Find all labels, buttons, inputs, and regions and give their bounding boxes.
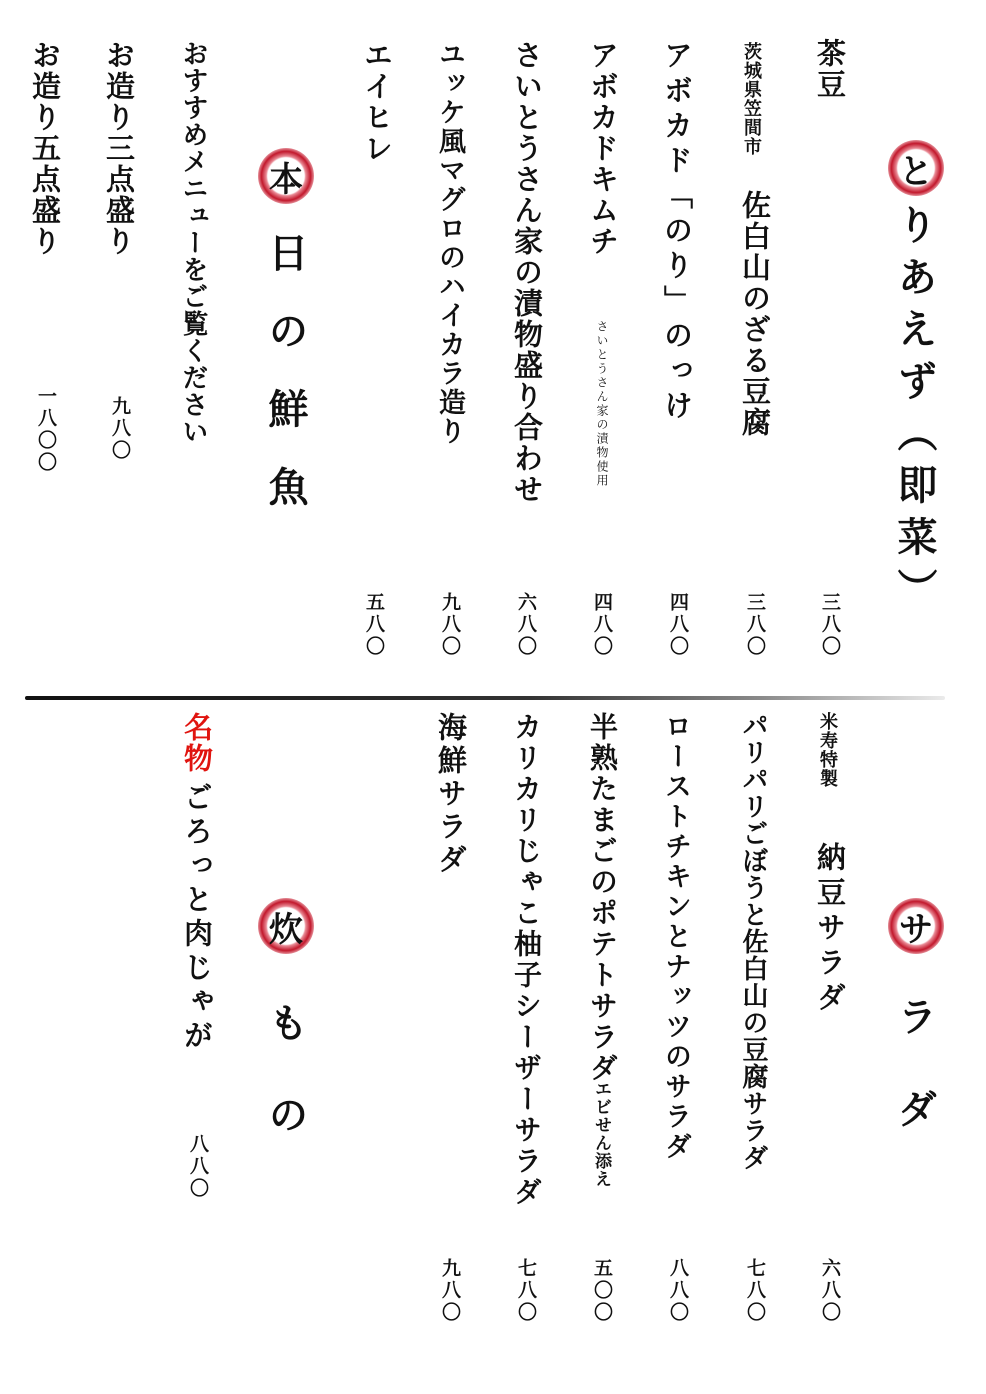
- menu-item-name: 海鮮サラダ: [434, 712, 468, 877]
- section-heading-sengyo: 日の鮮魚: [262, 232, 309, 544]
- section-stamp-toriaezu: [888, 140, 944, 196]
- section-heading-salad: ラダ: [891, 996, 938, 1180]
- menu-item-subtitle: 米寿特製: [817, 712, 838, 788]
- menu-item-name: 納豆サラダ: [813, 842, 847, 1017]
- menu-item-name: ごろっと肉じゃが: [180, 782, 214, 1054]
- section-heading-toriaezu: りあえず（即菜）: [891, 204, 938, 620]
- menu-item-price: 三八〇: [744, 592, 766, 658]
- menu-item-price: 八八〇: [187, 1134, 209, 1200]
- menu-item-subtitle: 茨城県笠間市: [741, 42, 762, 156]
- menu-item-name: エイヒレ: [360, 40, 394, 164]
- menu-item-price: 六八〇: [819, 1258, 841, 1324]
- menu-item-price: 八八〇: [667, 1258, 689, 1324]
- menu-item-note: さいとうさん家の漬物使用: [595, 320, 609, 488]
- menu-item-name: 半熟たまごのポテトサラダ: [586, 712, 619, 1084]
- menu-item-name: お造り五点盛り: [28, 40, 62, 257]
- menu-item-price: 九八〇: [439, 592, 461, 658]
- menu-item-price: 七八〇: [744, 1258, 766, 1324]
- menu-item-price: 七八〇: [515, 1258, 537, 1324]
- section-heading-takimono: もの: [262, 1002, 309, 1186]
- stamp-char: 本: [269, 159, 303, 200]
- menu-item-name: お造り三点盛り: [102, 40, 136, 257]
- menu-item-name: おすすめメニューをご覧ください: [178, 40, 208, 445]
- menu-item-name: 茶豆: [813, 38, 847, 100]
- stamp-char: サ: [899, 909, 933, 950]
- menu-item-price: 六八〇: [515, 592, 537, 658]
- menu-item-name: アボカド「のり」のっけ: [660, 40, 694, 425]
- menu-item-name: ローストチキンとナッツのサラダ: [660, 712, 691, 1162]
- menu-item-name: パリパリごぼうと佐白山の豆腐サラダ: [738, 712, 768, 1171]
- stamp-char: と: [899, 151, 933, 192]
- menu-item-name: 佐白山のざる豆腐: [738, 190, 772, 438]
- menu-item-price: 三八〇: [819, 592, 841, 658]
- section-stamp-sengyo: [258, 148, 314, 204]
- section-divider: [25, 696, 945, 700]
- menu-item-price: 九八〇: [109, 396, 131, 462]
- menu-item-price: 四八〇: [667, 592, 689, 658]
- menu-item-price: 五〇〇: [591, 1258, 613, 1324]
- menu-item-name: さいとうさん家の漬物盛り合わせ: [510, 40, 544, 505]
- menu-item-name: ユッケ風マグロのハイカラ造り: [434, 40, 465, 446]
- menu-item-name: アボカドキムチ: [586, 40, 620, 257]
- menu-item-price: 五八〇: [363, 592, 385, 658]
- menu-item-price: 四八〇: [591, 592, 613, 658]
- menu-item-note: エビせん添え: [591, 1080, 611, 1188]
- signature-badge: 名物: [180, 712, 214, 774]
- menu-item-price: 九八〇: [439, 1258, 461, 1324]
- stamp-char: 炊: [269, 909, 303, 950]
- menu-item-price: 一八〇〇: [35, 386, 57, 474]
- section-stamp-takimono: [258, 898, 314, 954]
- section-stamp-salad: [888, 898, 944, 954]
- menu-item-name: カリカリじゃこ柚子シーザーサラダ: [510, 712, 543, 1208]
